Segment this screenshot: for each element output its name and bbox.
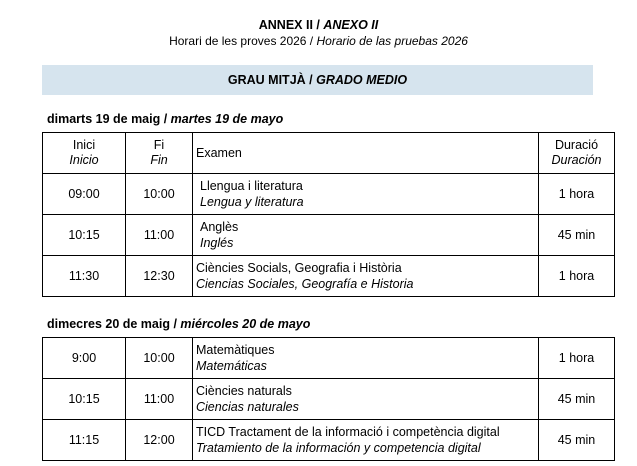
table-row	[43, 379, 615, 420]
start-time: 10:15	[43, 379, 126, 420]
grade-band-ca: GRAU MITJÀ /	[227, 73, 313, 87]
start-time: 10:15	[43, 215, 126, 256]
day-heading-ca: dimarts 19 de maig /	[47, 112, 168, 126]
exam-name	[193, 379, 539, 420]
exam-name-es: Tratamiento de la información y competencia digital	[196, 441, 481, 455]
exam-name	[193, 256, 539, 297]
col-exam-header: Examen	[193, 133, 539, 174]
annex-title-ca: ANNEX II /	[258, 18, 320, 32]
start-time: 11:30	[43, 256, 126, 297]
table-row	[43, 338, 615, 379]
exam-name-ca: Anglès	[200, 220, 239, 234]
exam-name-ca: Llengua i literatura	[200, 179, 303, 193]
col-end-es: Fin	[150, 153, 168, 167]
duration: 1 hora	[539, 174, 615, 215]
exam-name-es: Ciencias naturales	[196, 400, 299, 414]
col-duration-header	[539, 133, 615, 174]
end-time: 10:00	[126, 174, 193, 215]
duration: 45 min	[539, 420, 615, 461]
col-end-ca: Fi	[153, 138, 165, 152]
start-time: 9:00	[43, 338, 126, 379]
day-heading	[47, 317, 310, 331]
exam-name-es: Lengua y literatura	[200, 195, 304, 209]
day-heading-es: miércoles 20 de mayo	[180, 317, 311, 331]
exam-name	[193, 338, 539, 379]
end-time: 12:30	[126, 256, 193, 297]
start-time: 11:15	[43, 420, 126, 461]
exam-name-ca: Matemàtiques	[196, 343, 275, 357]
schedule-table	[42, 337, 615, 461]
grade-band	[42, 65, 593, 95]
exam-name-ca: Ciències Socials, Geografia i Història	[196, 261, 402, 275]
table-row	[43, 215, 615, 256]
table-row	[43, 420, 615, 461]
end-time: 11:00	[126, 215, 193, 256]
col-end-header	[126, 133, 193, 174]
table-row	[43, 256, 615, 297]
start-time: 09:00	[43, 174, 126, 215]
end-time: 10:00	[126, 338, 193, 379]
exam-name-ca: TICD Tractament de la informació i competència digital	[196, 425, 500, 439]
grade-band-es: GRADO MEDIO	[316, 73, 408, 87]
col-start-ca: Inici	[72, 138, 96, 152]
exam-name-ca: Ciències naturals	[196, 384, 292, 398]
annex-title-es: ANEXO II	[323, 18, 379, 32]
col-duration-ca: Duració	[554, 138, 599, 152]
col-start-es: Inicio	[69, 153, 99, 167]
day-heading-ca: dimecres 20 de maig /	[47, 317, 177, 331]
duration: 1 hora	[539, 256, 615, 297]
table-row	[43, 174, 615, 215]
annex-subtitle	[0, 34, 637, 48]
exam-name-es: Inglés	[200, 236, 234, 250]
exam-name	[193, 215, 539, 256]
annex-subtitle-ca: Horari de les proves 2026 /	[169, 34, 314, 48]
annex-subtitle-es: Horario de las pruebas 2026	[316, 34, 468, 48]
col-duration-es: Duración	[551, 153, 602, 167]
end-time: 11:00	[126, 379, 193, 420]
col-start-header	[43, 133, 126, 174]
table-header-row	[43, 133, 615, 174]
duration: 45 min	[539, 215, 615, 256]
duration: 45 min	[539, 379, 615, 420]
end-time: 12:00	[126, 420, 193, 461]
day-heading-es: martes 19 de mayo	[170, 112, 284, 126]
exam-name-es: Ciencias Sociales, Geografía e Historia	[196, 277, 414, 291]
schedule-table	[42, 132, 615, 297]
exam-name	[193, 420, 539, 461]
annex-title	[0, 18, 637, 32]
day-heading	[47, 112, 283, 126]
duration: 1 hora	[539, 338, 615, 379]
exam-name	[193, 174, 539, 215]
exam-name-es: Matemáticas	[196, 359, 267, 373]
